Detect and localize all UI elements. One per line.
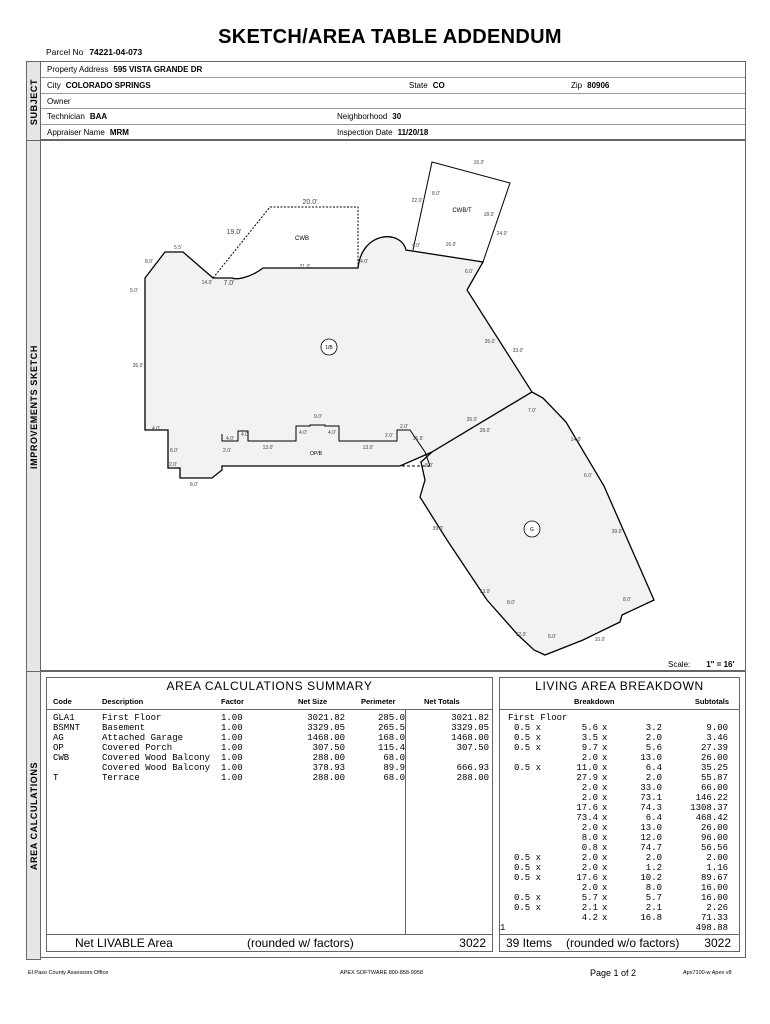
state-field: State CO: [409, 80, 445, 90]
summary-cell-net-total: 3021.82: [451, 713, 489, 723]
living-row: [500, 773, 741, 783]
summary-cell-perimeter: 115.4: [377, 743, 405, 753]
living-cell-s: 146.22: [695, 793, 728, 803]
dimension-label: 26.0': [466, 417, 478, 423]
living-cell-s: 1308.37: [690, 803, 728, 813]
living-cell-a: 2.0: [581, 793, 598, 803]
living-cell-b: 8.0: [645, 883, 662, 893]
multiply-sign: x: [602, 823, 608, 833]
area-label-cwbt: CWB/T: [452, 208, 472, 214]
appraiser-field: Appraiser Name MRM: [47, 128, 129, 138]
multiply-sign: x: [602, 853, 608, 863]
living-cell-b: 5.6: [645, 743, 662, 753]
summary-row: [53, 773, 493, 783]
summary-cell-net-size: 378.93: [312, 763, 345, 773]
summary-cell-factor: 1.00: [221, 713, 243, 723]
summary-cell-net-total: 288.00: [456, 773, 489, 783]
summary-cell-perimeter: 168.0: [377, 733, 405, 743]
dimension-label: 33.0': [512, 348, 524, 354]
dimension-label: 39.0': [611, 529, 623, 535]
dimension-label: 2.0': [400, 424, 408, 430]
col-header-factor: Factor: [221, 697, 244, 706]
living-row: [500, 893, 741, 903]
living-cell-s: 56.56: [700, 843, 728, 853]
dimension-label: 8.0': [548, 634, 556, 640]
summary-row: [53, 723, 493, 733]
dimension-label: 12.0': [515, 632, 527, 638]
living-footer-value: 3022: [704, 936, 731, 950]
dimension-label: 26.0': [132, 363, 144, 369]
dimension-label: 7.0': [223, 280, 235, 287]
footer-left: El Paso County Assessors Office: [28, 970, 109, 976]
multiply-sign: x: [602, 743, 608, 753]
living-cell-b: 2.0: [645, 773, 662, 783]
dimension-label: 4.0': [360, 259, 368, 265]
living-cell-s: 16.00: [700, 893, 728, 903]
multiply-sign: x: [602, 843, 608, 853]
summary-cell-net-total: 666.93: [456, 763, 489, 773]
dimension-label: 2.0': [169, 462, 177, 468]
summary-row: [53, 753, 493, 763]
multiply-sign: x: [602, 873, 608, 883]
summary-cell-code: T: [53, 773, 59, 783]
multiply-sign: x: [602, 913, 608, 923]
living-cell-a: 2.0: [581, 753, 598, 763]
summary-cell-factor: 1.00: [221, 753, 243, 763]
summary-cell-net-size: 307.50: [312, 743, 345, 753]
multiply-sign: x: [602, 803, 608, 813]
footer-right: Apx7100-w Apex v8: [683, 970, 732, 976]
summary-cell-description: Covered Wood Balcony: [102, 763, 211, 773]
section-label-area: AREA CALCULATIONS: [28, 761, 39, 870]
living-cell-s: 27.39: [700, 743, 728, 753]
living-cell-a: 5.6: [581, 723, 598, 733]
living-cell-b: 10.2: [640, 873, 662, 883]
summary-cell-description: Basement: [102, 723, 146, 733]
section-label-subject: SUBJECT: [28, 78, 39, 125]
dimension-label: 5.0': [130, 288, 138, 294]
living-cell-s: 96.00: [700, 833, 728, 843]
living-cell-s: 2.26: [706, 903, 728, 913]
summary-cell-factor: 1.00: [221, 743, 243, 753]
summary-cell-net-size: 288.00: [312, 773, 345, 783]
summary-cell-net-total: 1468.00: [451, 733, 489, 743]
living-row: [500, 823, 741, 833]
dimension-label: 6.0': [465, 269, 473, 275]
living-cell-f: 0.5 x: [514, 903, 542, 913]
multiply-sign: x: [602, 883, 608, 893]
living-cell-f: 0.5 x: [514, 763, 542, 773]
summary-cell-factor: 1.00: [221, 763, 243, 773]
summary-cell-code: CWB: [53, 753, 70, 763]
dimension-label: 13.0': [262, 445, 274, 451]
dimension-label: 4.0': [412, 243, 420, 249]
parcel-value: 74221-04-073: [89, 47, 143, 57]
living-cell-s: 3.46: [706, 733, 728, 743]
multiply-sign: x: [602, 773, 608, 783]
area-label-cwb: CWB: [295, 236, 309, 242]
living-cell-s: 71.33: [700, 913, 728, 923]
area-label-g: G: [530, 527, 534, 533]
living-cell-s: 89.67: [700, 873, 728, 883]
summary-cell-net-size: 288.00: [312, 753, 345, 763]
summary-cell-factor: 1.00: [221, 733, 243, 743]
living-row: [500, 863, 741, 873]
section-label-sketch: IMPROVEMENTS SKETCH: [28, 344, 39, 469]
header-divider: [47, 709, 492, 710]
living-cell-s: 66.00: [700, 783, 728, 793]
summary-cell-code: OP: [53, 743, 64, 753]
multiply-sign: x: [602, 833, 608, 843]
living-cell-b: 5.7: [645, 893, 662, 903]
header-divider: [500, 709, 739, 710]
living-cell-a: 0.8: [581, 843, 598, 853]
owner-field: Owner: [47, 96, 71, 106]
living-cell-b: 6.4: [645, 763, 662, 773]
living-footer-note: (rounded w/o factors): [566, 936, 680, 950]
living-row: [500, 873, 741, 883]
multiply-sign: x: [602, 763, 608, 773]
dimension-label: 28.0': [479, 428, 491, 434]
dimension-label: 39.0': [432, 526, 444, 532]
living-cell-a: 8.0: [581, 833, 598, 843]
living-cell-f: 1: [500, 923, 506, 933]
zip-field: Zip 80906: [571, 80, 610, 90]
dimension-label: 13.0': [479, 589, 491, 595]
living-row: [500, 923, 741, 933]
living-cell-a: 4.2: [581, 913, 598, 923]
living-cell-s: 26.00: [700, 753, 728, 763]
area-summary-title: AREA CALCULATIONS SUMMARY: [166, 679, 373, 693]
dimension-label: 24.0': [496, 231, 508, 237]
net-livable-label: Net LIVABLE Area: [75, 936, 173, 950]
dimension-label: 5.5': [174, 245, 182, 251]
col-header-subtotals: Subtotals: [694, 697, 729, 706]
living-cell-a: 17.6: [576, 803, 598, 813]
multiply-sign: x: [602, 733, 608, 743]
address-field: Property Address 595 VISTA GRANDE DR: [47, 65, 203, 74]
dimension-label: 4.0': [241, 432, 249, 438]
multiply-sign: x: [602, 903, 608, 913]
living-cell-s: 1.16: [706, 863, 728, 873]
multiply-sign: x: [602, 723, 608, 733]
living-cell-b: 2.0: [645, 733, 662, 743]
dimension-label: 18.0': [483, 212, 495, 218]
living-row: [500, 883, 741, 893]
living-cell-s: 498.88: [695, 923, 728, 933]
living-cell-b: 73.1: [640, 793, 662, 803]
living-cell-a: 2.0: [581, 853, 598, 863]
living-cell-a: 2.0: [581, 863, 598, 873]
living-cell-b: 74.3: [640, 803, 662, 813]
summary-row: [53, 733, 493, 743]
page-title: SKETCH/AREA TABLE ADDENDUM: [218, 26, 562, 48]
dimension-label: 2.0': [385, 433, 393, 439]
living-cell-f: 0.5 x: [514, 733, 542, 743]
living-cell-f: 0.5 x: [514, 743, 542, 753]
living-cell-s: 55.87: [700, 773, 728, 783]
city-field: City COLORADO SPRINGS: [47, 80, 151, 90]
dimension-label: 8.0': [145, 259, 153, 265]
dimension-label: 6.0': [584, 473, 592, 479]
summary-row: [53, 713, 493, 723]
summary-row: [53, 763, 493, 773]
living-cell-b: 74.7: [640, 843, 662, 853]
col-header-net-totals: Net Totals: [424, 697, 460, 706]
living-cell-s: 468.42: [695, 813, 728, 823]
multiply-sign: x: [602, 863, 608, 873]
living-cell-b: 12.0: [640, 833, 662, 843]
dimension-label: 8.0': [425, 463, 433, 469]
living-row: [500, 733, 741, 743]
living-row: [500, 813, 741, 823]
summary-cell-perimeter: 285.0: [377, 713, 405, 723]
summary-cell-net-size: 3329.05: [307, 723, 345, 733]
dimension-label: 8.0': [190, 482, 198, 488]
summary-cell-code: BSMNT: [53, 723, 81, 733]
living-cell-b: 2.0: [645, 853, 662, 863]
summary-cell-code: GLA1: [53, 713, 75, 723]
living-row: [500, 783, 741, 793]
living-cell-f: 0.5 x: [514, 873, 542, 883]
living-row: [500, 743, 741, 753]
living-breakdown-title: LIVING AREA BREAKDOWN: [535, 679, 704, 693]
living-row: [500, 763, 741, 773]
living-item-count: 39 Items: [506, 936, 553, 950]
multiply-sign: x: [602, 783, 608, 793]
living-cell-f: 0.5 x: [514, 863, 542, 873]
living-cell-s: 9.00: [706, 723, 728, 733]
multiply-sign: x: [602, 793, 608, 803]
dimension-label: 19.0': [226, 229, 242, 236]
dimension-label: 22.0': [411, 198, 423, 204]
dimension-label: 8.0': [432, 191, 440, 197]
living-row: [500, 793, 741, 803]
living-cell-f: 0.5 x: [514, 723, 542, 733]
summary-cell-net-total: 307.50: [456, 743, 489, 753]
net-livable-note: (rounded w/ factors): [247, 936, 354, 950]
summary-cell-net-size: 1468.00: [307, 733, 345, 743]
page-number: Page 1 of 2: [590, 968, 637, 978]
living-cell-a: 17.6: [576, 873, 598, 883]
summary-row: [53, 743, 493, 753]
living-cell-b: 6.4: [645, 813, 662, 823]
living-cell-a: 5.7: [581, 893, 598, 903]
dimension-label: 14.0': [201, 280, 213, 286]
summary-cell-factor: 1.00: [221, 723, 243, 733]
summary-cell-description: Attached Garage: [102, 733, 184, 743]
living-cell-f: 0.5 x: [514, 893, 542, 903]
dimension-label: 4.0': [226, 436, 234, 442]
living-row: [500, 903, 741, 913]
col-header-code: Code: [53, 697, 72, 706]
dimension-label: 4.0': [299, 430, 307, 436]
living-row: [500, 843, 741, 853]
living-row: [500, 803, 741, 813]
neighborhood-field: Neighborhood 30: [337, 112, 402, 122]
living-cell-b: 3.2: [645, 723, 662, 733]
living-area-breakdown: [499, 677, 740, 952]
living-cell-s: 26.00: [700, 823, 728, 833]
summary-cell-factor: 1.00: [221, 773, 243, 783]
dimension-label: 4.0': [152, 426, 160, 432]
dimension-label: 13.0': [362, 445, 374, 451]
summary-cell-description: First Floor: [102, 713, 162, 723]
living-cell-a: 2.0: [581, 823, 598, 833]
living-row: [500, 853, 741, 863]
col-header-net-size: Net Size: [298, 697, 328, 706]
living-cell-a: 73.4: [576, 813, 598, 823]
dimension-label: 21.0': [299, 264, 311, 270]
multiply-sign: x: [602, 893, 608, 903]
summary-cell-net-size: 3021.82: [307, 713, 345, 723]
living-cell-a: 9.7: [581, 743, 598, 753]
dimension-label: 16.0': [473, 160, 485, 166]
summary-cell-perimeter: 265.5: [377, 723, 405, 733]
inspection-field: Inspection Date 11/20/18: [337, 128, 429, 138]
dimension-label: 2.0': [223, 448, 231, 454]
summary-cell-perimeter: 68.0: [383, 773, 405, 783]
col-header-perimeter: Perimeter: [361, 697, 396, 706]
col-header-breakdown: Breakdown: [574, 697, 615, 706]
living-cell-b: 16.8: [640, 913, 662, 923]
living-cell-b: 33.0: [640, 783, 662, 793]
living-cell-s: 35.25: [700, 763, 728, 773]
living-cell-s: 2.00: [706, 853, 728, 863]
living-cell-f: 0.5 x: [514, 853, 542, 863]
dimension-label: 16.0': [445, 242, 457, 248]
dimension-label: 10.0': [594, 637, 606, 643]
multiply-sign: x: [602, 753, 608, 763]
technician-field: Technician BAA: [47, 112, 108, 122]
living-row: [500, 833, 741, 843]
living-cell-b: 13.0: [640, 823, 662, 833]
summary-cell-description: Covered Wood Balcony: [102, 753, 211, 763]
sketch-scale: Scale: 1" = 16': [668, 660, 735, 669]
living-section-label: First Floor: [508, 713, 568, 723]
summary-cell-perimeter: 68.0: [383, 753, 405, 763]
dimension-label: 7.0': [528, 408, 536, 414]
living-cell-a: 11.0: [576, 763, 598, 773]
dimension-label: 9.0': [314, 414, 322, 420]
living-row: [500, 913, 741, 923]
living-cell-a: 2.1: [581, 903, 598, 913]
summary-cell-description: Covered Porch: [102, 743, 173, 753]
area-label-opb: OP/B: [310, 451, 322, 457]
dimension-label: 16.5': [412, 436, 424, 442]
dimension-label: 8.0': [507, 600, 515, 606]
summary-cell-net-total: 3329.05: [451, 723, 489, 733]
living-cell-b: 13.0: [640, 753, 662, 763]
dimension-label: 8.0': [170, 448, 178, 454]
dimension-label: 8.0': [623, 597, 631, 603]
parcel-label: Parcel No: [46, 47, 84, 57]
living-cell-a: 2.0: [581, 783, 598, 793]
col-header-description: Description: [102, 697, 144, 706]
summary-cell-code: AG: [53, 733, 64, 743]
dimension-label: 20.0': [302, 199, 318, 206]
living-cell-b: 2.1: [645, 903, 662, 913]
footer-center: APEX SOFTWARE 800-858-9958: [340, 970, 423, 976]
dimension-label: 4.0': [328, 430, 336, 436]
living-cell-a: 3.5: [581, 733, 598, 743]
section-tab-area: [26, 671, 41, 960]
living-cell-b: 1.2: [645, 863, 662, 873]
multiply-sign: x: [602, 813, 608, 823]
net-livable-value: 3022: [459, 936, 486, 950]
dimension-label: 26.0': [484, 339, 496, 345]
living-cell-a: 27.9: [576, 773, 598, 783]
dimension-label: 14.0': [570, 437, 582, 443]
area-summary-table: [46, 677, 493, 952]
living-row: [500, 723, 741, 733]
area-label-1b: 1/B: [325, 345, 333, 351]
summary-cell-description: Terrace: [102, 773, 140, 783]
living-cell-a: 2.0: [581, 883, 598, 893]
living-cell-s: 16.00: [700, 883, 728, 893]
summary-cell-perimeter: 89.9: [383, 763, 405, 773]
living-row: [500, 753, 741, 763]
